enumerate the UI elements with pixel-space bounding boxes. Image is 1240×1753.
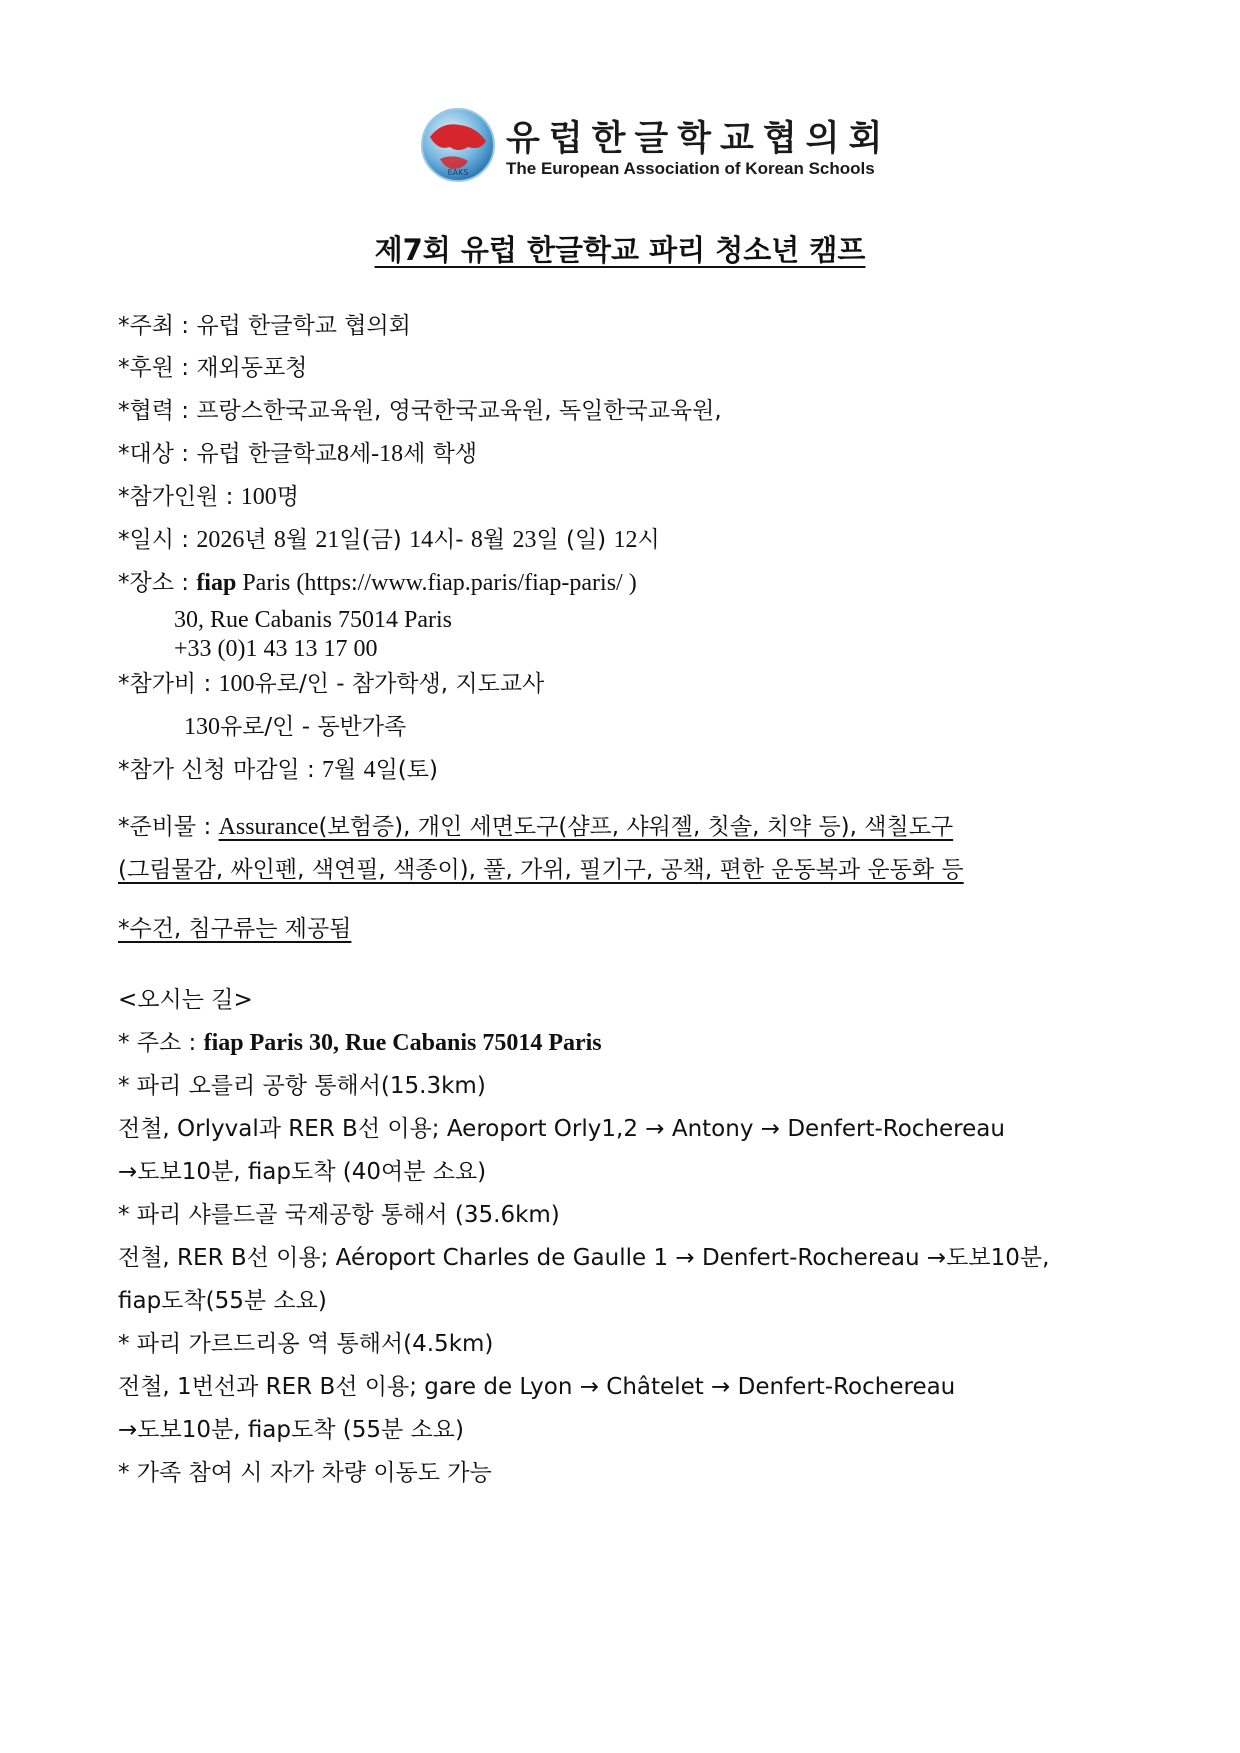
logo-korean-name: 유럽한글학교협의회	[506, 119, 892, 159]
cdg-route-2: fiap도착(55분 소요)	[118, 1288, 327, 1314]
provided-note: *수건, 침구류는 제공됨	[118, 916, 352, 942]
cdg-title: * 파리 샤를드골 국제공항 통해서 (35.6km)	[118, 1202, 560, 1228]
venue-phone: +33 (0)1 43 13 17 00	[174, 636, 378, 662]
lyon-route-1: 전철, 1번선과 RER B선 이용; gare de Lyon → Châtelet → Denfert-Rochereau	[118, 1374, 956, 1400]
orly-route-2: →도보10분, fiap도착 (40여분 소요)	[118, 1159, 487, 1185]
venue-url-text: Paris (https://www.fiap.paris/fiap-paris/ )	[236, 570, 637, 596]
orly-route-1: 전철, Orlyval과 RER B선 이용; Aeroport Orly1,2 → Antony → Denfert-Rochereau	[118, 1116, 1005, 1142]
globe-emblem-icon	[420, 107, 496, 183]
deadline-line: *참가 신청 마감일 : 7월 4일(토)	[118, 757, 438, 783]
supplies-line-2: (그림물감, 싸인펜, 색연필, 색종이), 풀, 가위, 필기구, 공책, 편한 운동복과 운동화 등	[118, 857, 964, 883]
sponsor-line: *후원 : 재외동포청	[118, 355, 308, 381]
target-line: *대상 : 유럽 한글학교8세-18세 학생	[118, 441, 478, 467]
association-logo	[420, 105, 892, 190]
supplies-line-1: *준비물 : Assurance(보험증), 개인 세면도구(샴프, 샤워젤, 칫솔, 치약 등), 색칠도구	[118, 814, 954, 840]
fee-family-line: 130유로/인 - 동반가족	[184, 714, 407, 740]
logo-english-name: The European Association of Korean Schools	[506, 159, 875, 178]
orly-title: * 파리 오를리 공항 통해서(15.3km)	[118, 1073, 486, 1099]
lyon-route-2: →도보10분, fiap도착 (55분 소요)	[118, 1417, 464, 1443]
venue-address: 30, Rue Cabanis 75014 Paris	[174, 607, 452, 633]
host-line: *주최 : 유럽 한글학교 협의회	[118, 313, 411, 339]
venue-line: *장소 : fiap Paris (https://www.fiap.paris/fiap-paris/ )	[118, 570, 637, 596]
fee-line: *참가비 : 100유로/인 - 참가학생, 지도교사	[118, 671, 545, 697]
cooperation-line: *협력 : 프랑스한국교육원, 영국한국교육원, 독일한국교육원,	[118, 398, 722, 424]
venue-name: fiap	[196, 570, 237, 596]
car-note: * 가족 참여 시 자가 차량 이동도 가능	[118, 1460, 492, 1486]
date-line: *일시 : 2026년 8월 21일(금) 14시- 8월 23일 (일) 12시	[118, 527, 660, 553]
emblem-text: EAKS	[447, 168, 469, 177]
directions-heading: <오시는 길>	[118, 987, 253, 1013]
cdg-route-1: 전철, RER B선 이용; Aéroport Charles de Gaulle 1 → Denfert-Rochereau →도보10분,	[118, 1245, 1050, 1271]
page-title: 제7회 유럽 한글학교 파리 청소년 캠프	[374, 233, 866, 267]
lyon-title: * 파리 가르드리옹 역 통해서(4.5km)	[118, 1331, 494, 1357]
address-line: * 주소 : fiap Paris 30, Rue Cabanis 75014 Paris	[118, 1030, 602, 1056]
participants-line: *참가인원 : 100명	[118, 484, 299, 510]
